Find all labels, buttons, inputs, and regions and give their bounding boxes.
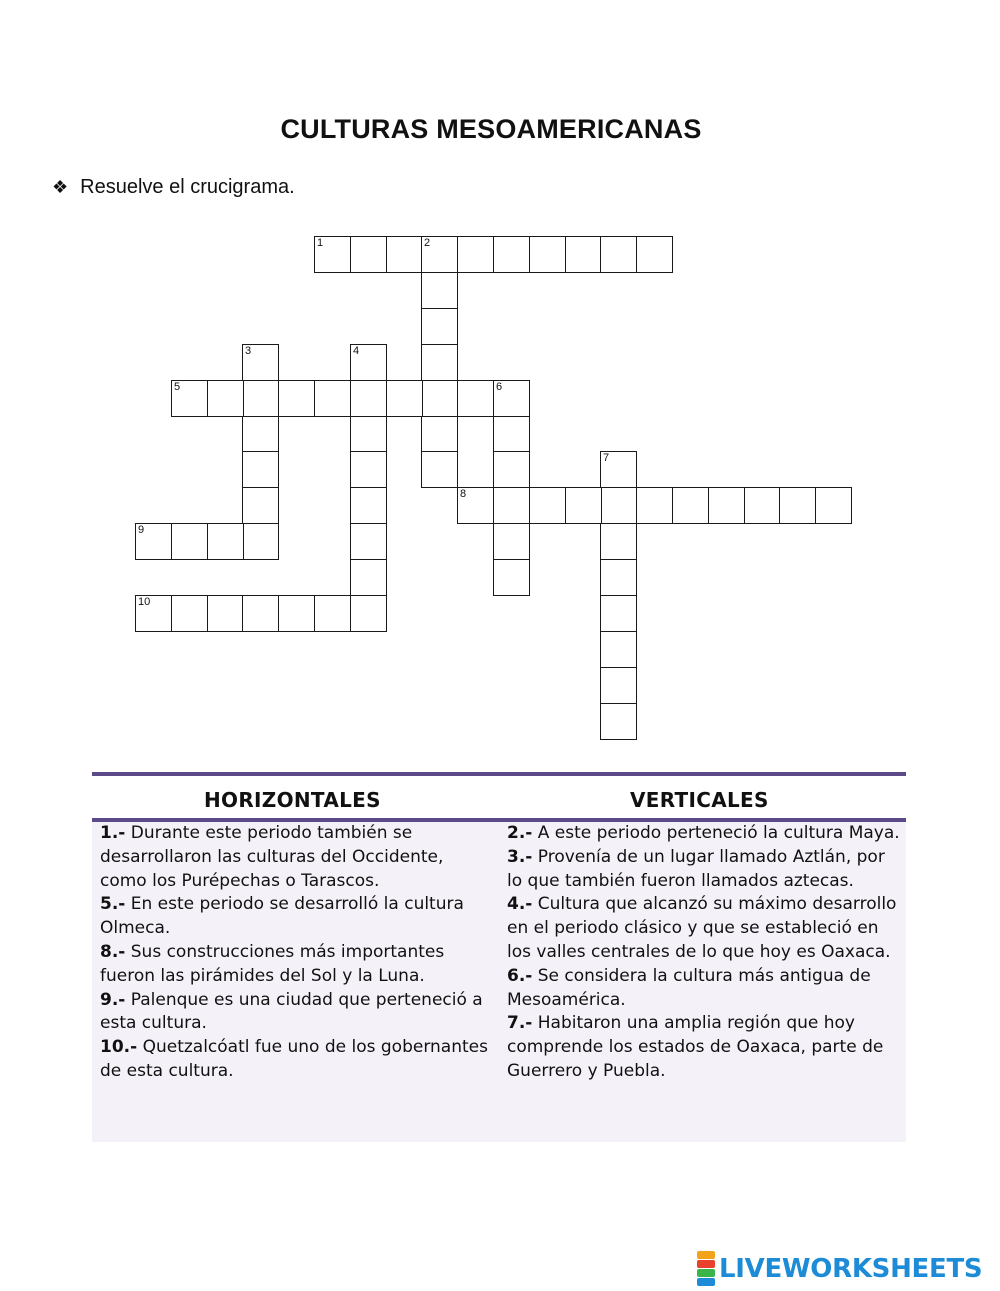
crossword-cell[interactable] — [493, 416, 530, 453]
crossword-cell[interactable] — [672, 487, 709, 524]
crossword-cell[interactable] — [565, 487, 602, 524]
page-title: CULTURAS MESOAMERICANAS — [280, 114, 702, 144]
crossword-cell[interactable] — [493, 451, 530, 488]
crossword-cell[interactable] — [242, 595, 279, 632]
crossword-cell[interactable] — [493, 559, 530, 596]
vertical-clue — [507, 1012, 902, 1083]
crossword-cell[interactable] — [493, 487, 530, 524]
clue-number: 9 — [138, 524, 145, 536]
crossword-cell[interactable] — [457, 236, 494, 273]
crossword-cell[interactable] — [600, 487, 637, 524]
crossword-cell[interactable] — [815, 487, 852, 524]
clue-number: 6.- — [507, 965, 533, 986]
clue-text: En este periodo se desarrolló la cultura Olmeca. — [100, 894, 464, 939]
crossword-cell[interactable] — [242, 380, 279, 417]
clue-number: 2.- — [507, 823, 533, 843]
crossword-cell[interactable] — [350, 380, 387, 417]
crossword-cell[interactable] — [278, 380, 315, 417]
crossword-cell[interactable] — [600, 451, 637, 488]
crossword-cell[interactable] — [350, 595, 387, 632]
clue-text: Durante este periodo también se desarrollaron las culturas del Occidente, como los Purépechas o Tarascos. — [100, 823, 444, 891]
vertical-clues — [507, 822, 902, 1084]
horizontal-clue — [100, 941, 495, 989]
clue-number: 10.- — [100, 1037, 138, 1058]
vertical-clue — [507, 846, 902, 894]
clue-number: 1.- — [100, 823, 126, 843]
instruction-text: Resuelve el crucigrama. — [80, 176, 295, 198]
clue-text: Se considera la cultura más antigua de Mesoamérica. — [507, 965, 871, 1010]
crossword-cell[interactable] — [350, 487, 387, 524]
liveworksheets-logo — [697, 1253, 982, 1285]
crossword-cell[interactable] — [278, 595, 315, 632]
clue-text: Quetzalcóatl fue uno de los gobernantes de esta cultura. — [100, 1037, 488, 1081]
logo-block — [697, 1260, 715, 1268]
crossword-cell[interactable] — [600, 559, 637, 596]
horizontal-clue — [100, 989, 495, 1037]
logo-word: LIVEWORKSHEETS — [719, 1254, 983, 1284]
clue-text: Provenía de un lugar llamado Aztlán, por lo que también fueron llamados aztecas. — [507, 846, 885, 891]
crossword-cell[interactable] — [636, 236, 673, 273]
crossword-cell[interactable] — [779, 487, 816, 524]
vertical-header: VERTICALES — [630, 788, 769, 812]
crossword-cell[interactable] — [565, 236, 602, 273]
clue-number: 9.- — [100, 989, 126, 1010]
crossword-cell[interactable] — [242, 344, 279, 381]
crossword-cell[interactable] — [350, 236, 387, 273]
crossword-cell[interactable] — [350, 344, 387, 381]
clue-number: 5.- — [100, 894, 126, 915]
clue-text: Cultura que alcanzó su máximo desarrollo en el periodo clásico y que se estableció en los valles centrales de lo que hoy es Oaxaca. — [507, 894, 897, 962]
crossword-cell[interactable] — [171, 380, 208, 417]
crossword-cell[interactable] — [600, 595, 637, 632]
crossword-cell[interactable] — [421, 380, 458, 417]
crossword-cell[interactable] — [636, 487, 673, 524]
crossword-cell[interactable] — [242, 523, 279, 560]
crossword-cell[interactable] — [529, 487, 566, 524]
clue-number: 8 — [460, 488, 467, 500]
clue-text: A este periodo perteneció la cultura Maya. — [532, 823, 900, 843]
crossword-cell[interactable] — [421, 416, 458, 453]
crossword-cell[interactable] — [207, 595, 244, 632]
crossword-cell[interactable] — [600, 631, 637, 668]
crossword-cell[interactable] — [242, 487, 279, 524]
crossword-cell[interactable] — [350, 416, 387, 453]
crossword-cell[interactable] — [314, 236, 351, 273]
horizontal-clue — [100, 893, 495, 941]
crossword-cell[interactable] — [350, 451, 387, 488]
clue-text: Habitaron una amplia región que hoy comprende los estados de Oaxaca, parte de Guerrero y Puebla. — [507, 1013, 884, 1081]
crossword-cell[interactable] — [421, 451, 458, 488]
clue-number: 4.- — [507, 894, 533, 915]
clue-number: 2 — [424, 237, 431, 249]
crossword-cell[interactable] — [529, 236, 566, 273]
crossword-cell[interactable] — [171, 595, 208, 632]
clue-number: 10 — [138, 596, 151, 608]
clue-number: 3 — [245, 345, 252, 357]
horizontal-clue — [100, 1036, 495, 1084]
clue-number: 4 — [353, 345, 360, 357]
crossword-cell[interactable] — [171, 523, 208, 560]
crossword-cell[interactable] — [386, 236, 423, 273]
clues-table — [92, 772, 906, 1142]
crossword-cell[interactable] — [493, 380, 530, 417]
logo-block — [697, 1278, 715, 1286]
crossword-cell[interactable] — [600, 523, 637, 560]
diamond-bullet-icon: ❖ — [52, 177, 69, 197]
crossword-cell[interactable] — [350, 523, 387, 560]
clue-text: Palenque es una ciudad que perteneció a esta cultura. — [100, 989, 483, 1034]
clue-number: 7.- — [507, 1013, 533, 1034]
clue-number: 7 — [603, 452, 610, 464]
crossword-cell[interactable] — [600, 703, 637, 740]
crossword-cell[interactable] — [744, 487, 781, 524]
crossword-cell[interactable] — [314, 380, 351, 417]
crossword-cell[interactable] — [457, 380, 494, 417]
crossword-cell[interactable] — [457, 487, 494, 524]
crossword-cell[interactable] — [135, 523, 172, 560]
clue-text: Sus construcciones más importantes fueron las pirámides del Sol y la Luna. — [100, 941, 445, 986]
crossword-cell[interactable] — [386, 380, 423, 417]
crossword-cell[interactable] — [135, 595, 172, 632]
vertical-clue — [507, 893, 902, 964]
crossword-cell[interactable] — [207, 523, 244, 560]
clue-number: 3.- — [507, 846, 533, 867]
crossword-cell[interactable] — [314, 595, 351, 632]
horizontal-clues — [100, 822, 495, 1084]
crossword-cell[interactable] — [493, 236, 530, 273]
clue-number: 1 — [317, 237, 324, 249]
clue-number: 5 — [174, 381, 181, 393]
crossword-cell[interactable] — [421, 308, 458, 345]
crossword-cell[interactable] — [242, 416, 279, 453]
logo-block — [697, 1269, 715, 1277]
crossword-cell[interactable] — [600, 236, 637, 273]
crossword-cell[interactable] — [493, 523, 530, 560]
crossword-cell[interactable] — [421, 344, 458, 381]
horizontal-clue — [100, 822, 495, 893]
crossword-cell[interactable] — [242, 451, 279, 488]
clue-number: 8.- — [100, 941, 126, 962]
clue-number: 6 — [496, 381, 503, 393]
vertical-clue — [507, 822, 902, 846]
crossword-cell[interactable] — [708, 487, 745, 524]
crossword-cell[interactable] — [421, 236, 458, 273]
logo-mark-icon — [697, 1251, 715, 1287]
crossword-cell[interactable] — [600, 667, 637, 704]
crossword-cell[interactable] — [207, 380, 244, 417]
logo-block — [697, 1251, 715, 1259]
clues-header — [92, 776, 906, 818]
horizontal-header: HORIZONTALES — [204, 788, 381, 812]
crossword-cell[interactable] — [350, 559, 387, 596]
crossword-cell[interactable] — [421, 272, 458, 309]
vertical-clue — [507, 965, 902, 1013]
